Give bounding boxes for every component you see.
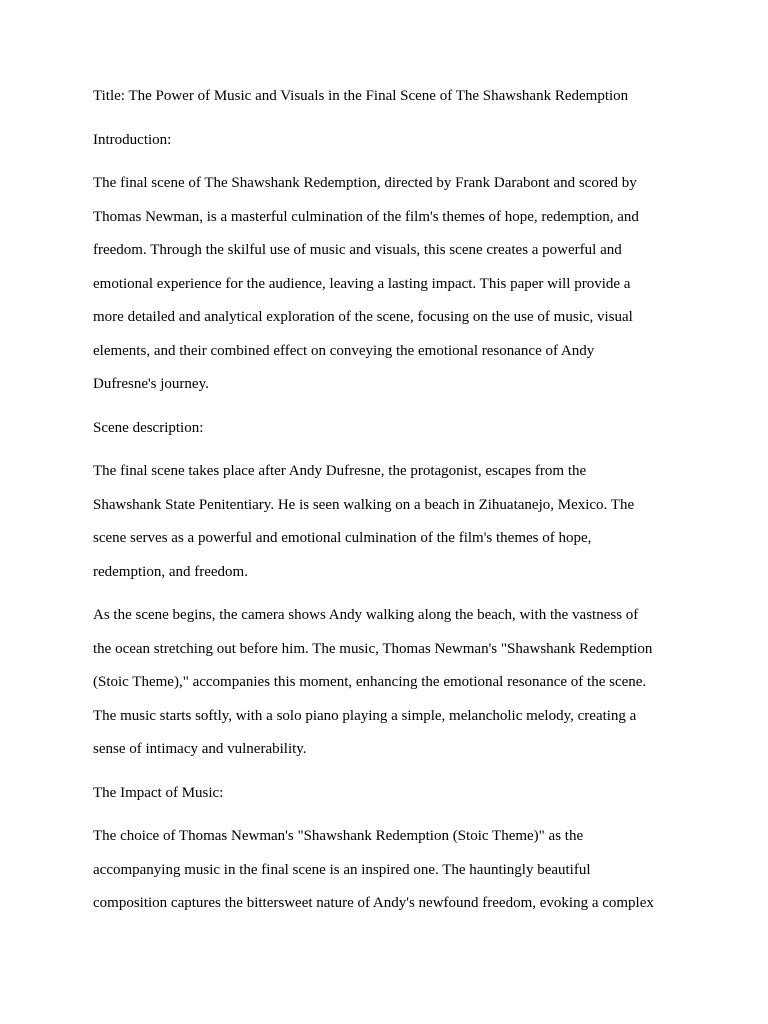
music-paragraph: [93, 825, 693, 926]
paragraph-line: Dufresne's journey.: [93, 376, 209, 392]
paragraph-line: redemption, and freedom.: [93, 563, 248, 580]
paragraph-line: elements, and their combined effect on conveying the emotional resonance of Andy: [93, 342, 595, 359]
paragraph-line: Thomas Newman, is a masterful culmination of the film's themes of hope, redemption, and: [93, 208, 639, 225]
paragraph-line: more detailed and analytical exploration of the scene, focusing on the use of music, visual: [93, 309, 633, 325]
impact-of-music-heading: The Impact of Music:: [93, 784, 224, 801]
document-title: Title: The Power of Music and Visuals in the Final Scene of The Shawshank Redemption: [93, 88, 629, 104]
paragraph-line: The choice of Thomas Newman's "Shawshank Redemption (Stoic Theme)" as the: [93, 828, 584, 844]
paragraph-line: The final scene of The Shawshank Redemption, directed by Frank Darabont and scored by: [93, 175, 637, 191]
paragraph-line: composition captures the bittersweet nature of Andy's newfound freedom, evoking a complex: [93, 895, 654, 911]
paragraph-line: sense of intimacy and vulnerability.: [93, 741, 307, 757]
scene-description-heading: Scene description:: [93, 419, 204, 436]
paragraph-line: The music starts softly, with a solo piano playing a simple, melancholic melody, creating a: [93, 707, 637, 724]
paragraph-line: (Stoic Theme)," accompanies this moment, enhancing the emotional resonance of the scene.: [93, 674, 647, 690]
scene-paragraph-2: [93, 604, 693, 772]
paragraph-line: emotional experience for the audience, leaving a lasting impact. This paper will provide a: [93, 275, 631, 292]
paragraph-line: freedom. Through the skilful use of music and visuals, this scene creates a powerful and: [93, 242, 622, 258]
introduction-heading: Introduction:: [93, 131, 172, 148]
intro-paragraph: [93, 172, 693, 407]
scene-paragraph-1: [93, 460, 693, 594]
paragraph-line: Shawshank State Penitentiary. He is seen walking on a beach in Zihuatanejo, Mexico. The: [93, 496, 635, 513]
paragraph-line: accompanying music in the final scene is an inspired one. The hauntingly beautiful: [93, 861, 591, 878]
paragraph-line: The final scene takes place after Andy Dufresne, the protagonist, escapes from the: [93, 463, 587, 479]
document-body: [93, 85, 693, 926]
paragraph-line: As the scene begins, the camera shows Andy walking along the beach, with the vastness of: [93, 607, 639, 623]
paragraph-line: the ocean stretching out before him. The music, Thomas Newman's "Shawshank Redemption: [93, 640, 653, 657]
paragraph-line: scene serves as a powerful and emotional culmination of the film's themes of hope,: [93, 530, 592, 546]
